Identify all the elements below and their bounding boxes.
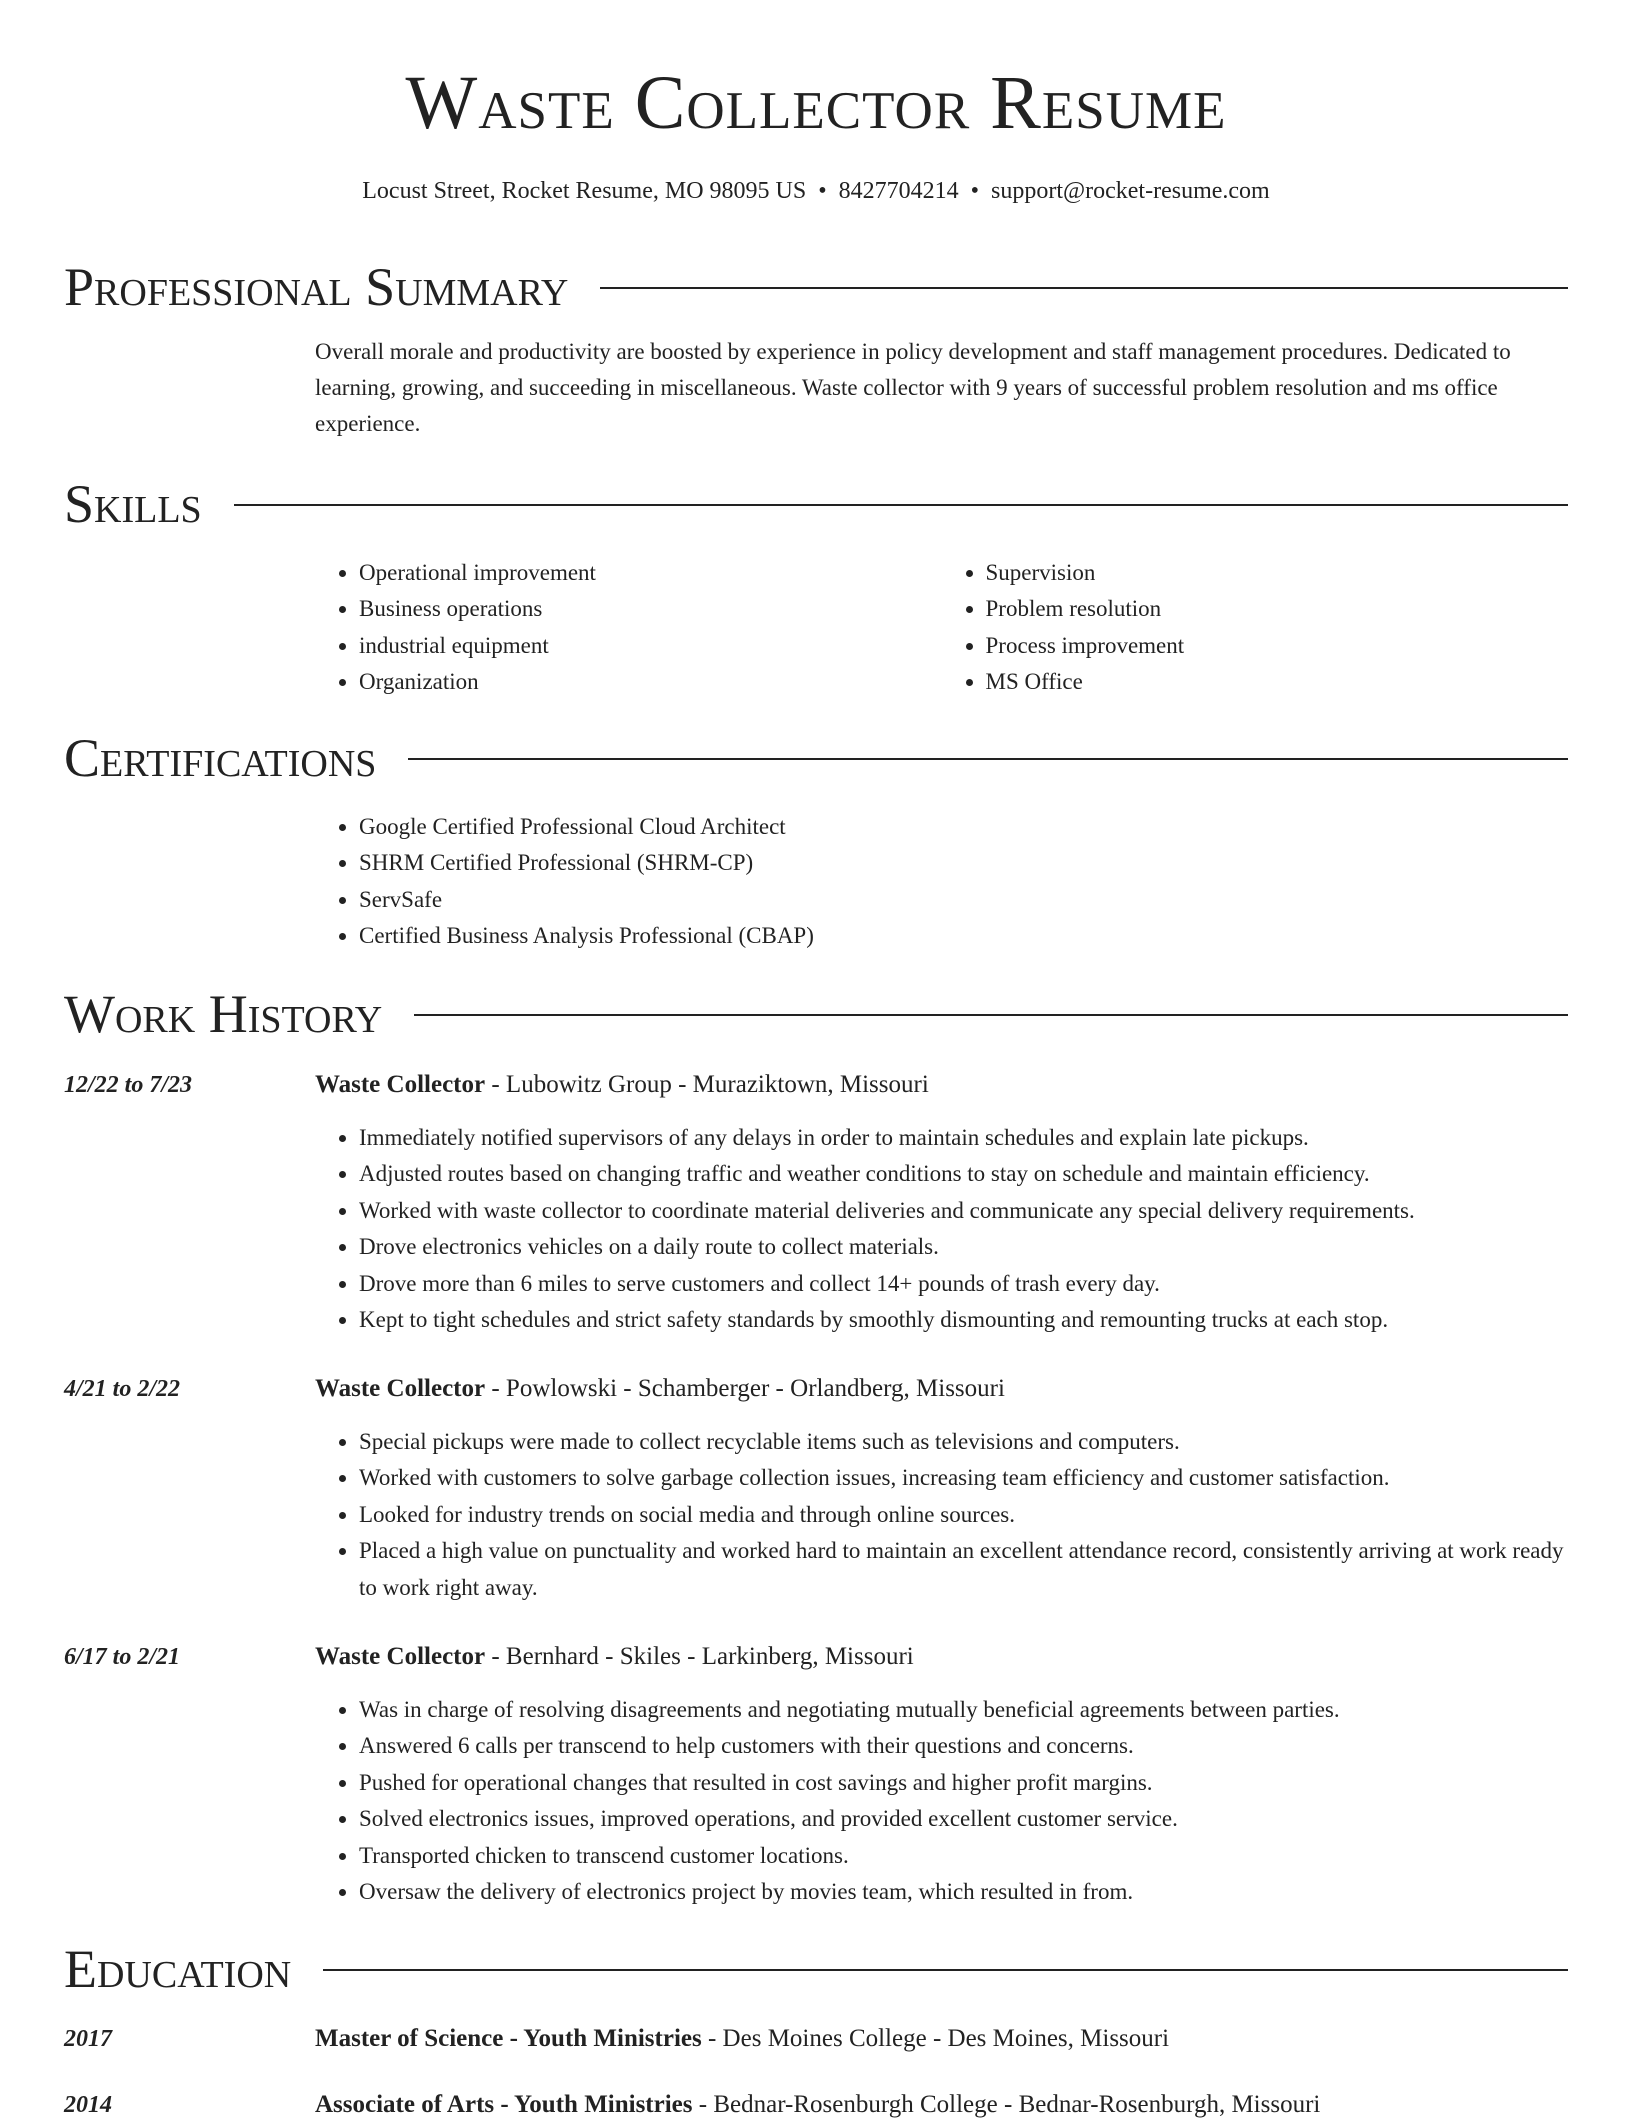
summary-heading: Professional Summary [64, 257, 569, 317]
job-employer: - Powlowski - Schamberger - Orlandberg, Missouri [485, 1375, 1005, 1402]
section-divider [414, 1014, 1568, 1016]
certification-item: • ServSafe [359, 882, 1568, 918]
job-bullets [315, 1424, 1568, 1606]
skill-item: • Supervision [986, 555, 1569, 591]
skill-item: • Process improvement [986, 628, 1569, 664]
contact-separator: • [818, 178, 827, 204]
certifications-list [315, 809, 1568, 955]
skills-column-right [942, 555, 1569, 701]
job-title: Waste Collector [315, 1643, 486, 1670]
skill-item: • Business operations [359, 591, 942, 627]
job-title: Waste Collector [315, 1375, 486, 1402]
summary-section-header [64, 256, 1568, 318]
job-employer: - Bernhard - Skiles - Larkinberg, Missouri [485, 1643, 914, 1670]
education-school: - Des Moines College - Des Moines, Missouri [701, 2025, 1170, 2052]
job-bullet: • Immediately notified supervisors of any delays in order to maintain schedules and explain late pickups. [359, 1120, 1568, 1156]
skills-column-left [315, 555, 942, 701]
job-dates: 4/21 to 2/22 [64, 1376, 181, 1402]
job-bullet: • Kept to tight schedules and strict safety standards by smoothly dismounting and remounting trucks at each stop. [359, 1302, 1568, 1338]
skill-item: • industrial equipment [359, 628, 942, 664]
job-bullet: • Was in charge of resolving disagreements and negotiating mutually beneficial agreements between parties. [359, 1692, 1568, 1728]
work-history-heading: Work History [64, 984, 383, 1044]
skill-item: • Problem resolution [986, 591, 1569, 627]
education-degree: Master of Science - Youth Ministries [315, 2025, 702, 2052]
job-header [315, 1372, 1568, 1406]
job-bullets [315, 1120, 1568, 1338]
education-heading: Education [64, 1939, 292, 1999]
section-divider [234, 504, 1568, 506]
job-title: Waste Collector [315, 1071, 486, 1098]
skills-section-header [64, 473, 1568, 535]
certification-item: • Google Certified Professional Cloud Architect [359, 809, 1568, 845]
contact-email: support@rocket-resume.com [991, 178, 1270, 204]
job-bullet: • Special pickups were made to collect recyclable items such as televisions and computers. [359, 1424, 1568, 1460]
summary-text: Overall morale and productivity are boosted by experience in policy development and staff management procedures. Dedicated to learning, growing, and succeeding in miscellaneous. Waste collector with 9 years of successful problem resolution and ms office experience. [315, 339, 1511, 436]
education-entry [315, 2088, 1568, 2122]
certifications-section-header [64, 727, 1568, 789]
job-bullet: • Pushed for operational changes that resulted in cost savings and higher profit margins. [359, 1765, 1568, 1801]
resume-title: Waste Collector Resume [405, 61, 1227, 145]
section-divider [408, 758, 1568, 760]
job-bullet: • Worked with waste collector to coordinate material deliveries and communicate any special delivery requirements. [359, 1193, 1568, 1229]
job-bullet: • Adjusted routes based on changing traffic and weather conditions to stay on schedule and maintain efficiency. [359, 1156, 1568, 1192]
job-bullet: • Oversaw the delivery of electronics project by movies team, which resulted in from. [359, 1874, 1568, 1910]
contact-address: Locust Street, Rocket Resume, MO 98095 US [362, 178, 807, 204]
job-header [315, 1068, 1568, 1102]
skill-item: • Operational improvement [359, 555, 942, 591]
skills-heading: Skills [64, 474, 202, 534]
job-bullet: • Worked with customers to solve garbage collection issues, increasing team efficiency and customer satisfaction. [359, 1460, 1568, 1496]
education-school: - Bednar-Rosenburgh College - Bednar-Rosenburgh, Missouri [692, 2091, 1321, 2118]
skills-list [315, 555, 1568, 701]
job-bullet: • Drove more than 6 miles to serve customers and collect 14+ pounds of trash every day. [359, 1266, 1568, 1302]
education-year: 2017 [64, 2026, 112, 2052]
work-history-section-header [64, 983, 1568, 1045]
skill-item: • MS Office [986, 664, 1569, 700]
job-bullet: • Solved electronics issues, improved operations, and provided excellent customer service. [359, 1801, 1568, 1837]
certification-item: • SHRM Certified Professional (SHRM-CP) [359, 845, 1568, 881]
section-divider [323, 1969, 1568, 1971]
contact-separator: • [970, 178, 980, 204]
job-bullet: • Looked for industry trends on social media and through online sources. [359, 1497, 1568, 1533]
education-degree: Associate of Arts - Youth Ministries [315, 2091, 693, 2118]
job-bullets [315, 1692, 1568, 1910]
job-bullet: • Transported chicken to transcend customer locations. [359, 1838, 1568, 1874]
job-employer: - Lubowitz Group - Muraziktown, Missouri [485, 1071, 929, 1098]
job-bullet: • Drove electronics vehicles on a daily route to collect materials. [359, 1229, 1568, 1265]
job-header [315, 1640, 1568, 1674]
contact-phone: 8427704214 [838, 178, 959, 204]
job-dates: 6/17 to 2/21 [64, 1644, 181, 1670]
certifications-heading: Certifications [64, 728, 377, 788]
education-year: 2014 [64, 2092, 112, 2118]
skill-item: • Organization [359, 664, 942, 700]
certification-item: • Certified Business Analysis Professional (CBAP) [359, 918, 1568, 954]
education-section-header [64, 1938, 1568, 2000]
job-dates: 12/22 to 7/23 [64, 1072, 193, 1098]
section-divider [600, 287, 1568, 289]
education-entry [315, 2022, 1568, 2056]
job-bullet: • Placed a high value on punctuality and worked hard to maintain an excellent attendance record, consistently arriving at work ready to work right away. [359, 1533, 1568, 1606]
contact-line [64, 174, 1568, 208]
job-bullet: • Answered 6 calls per transcend to help customers with their questions and concerns. [359, 1728, 1568, 1764]
